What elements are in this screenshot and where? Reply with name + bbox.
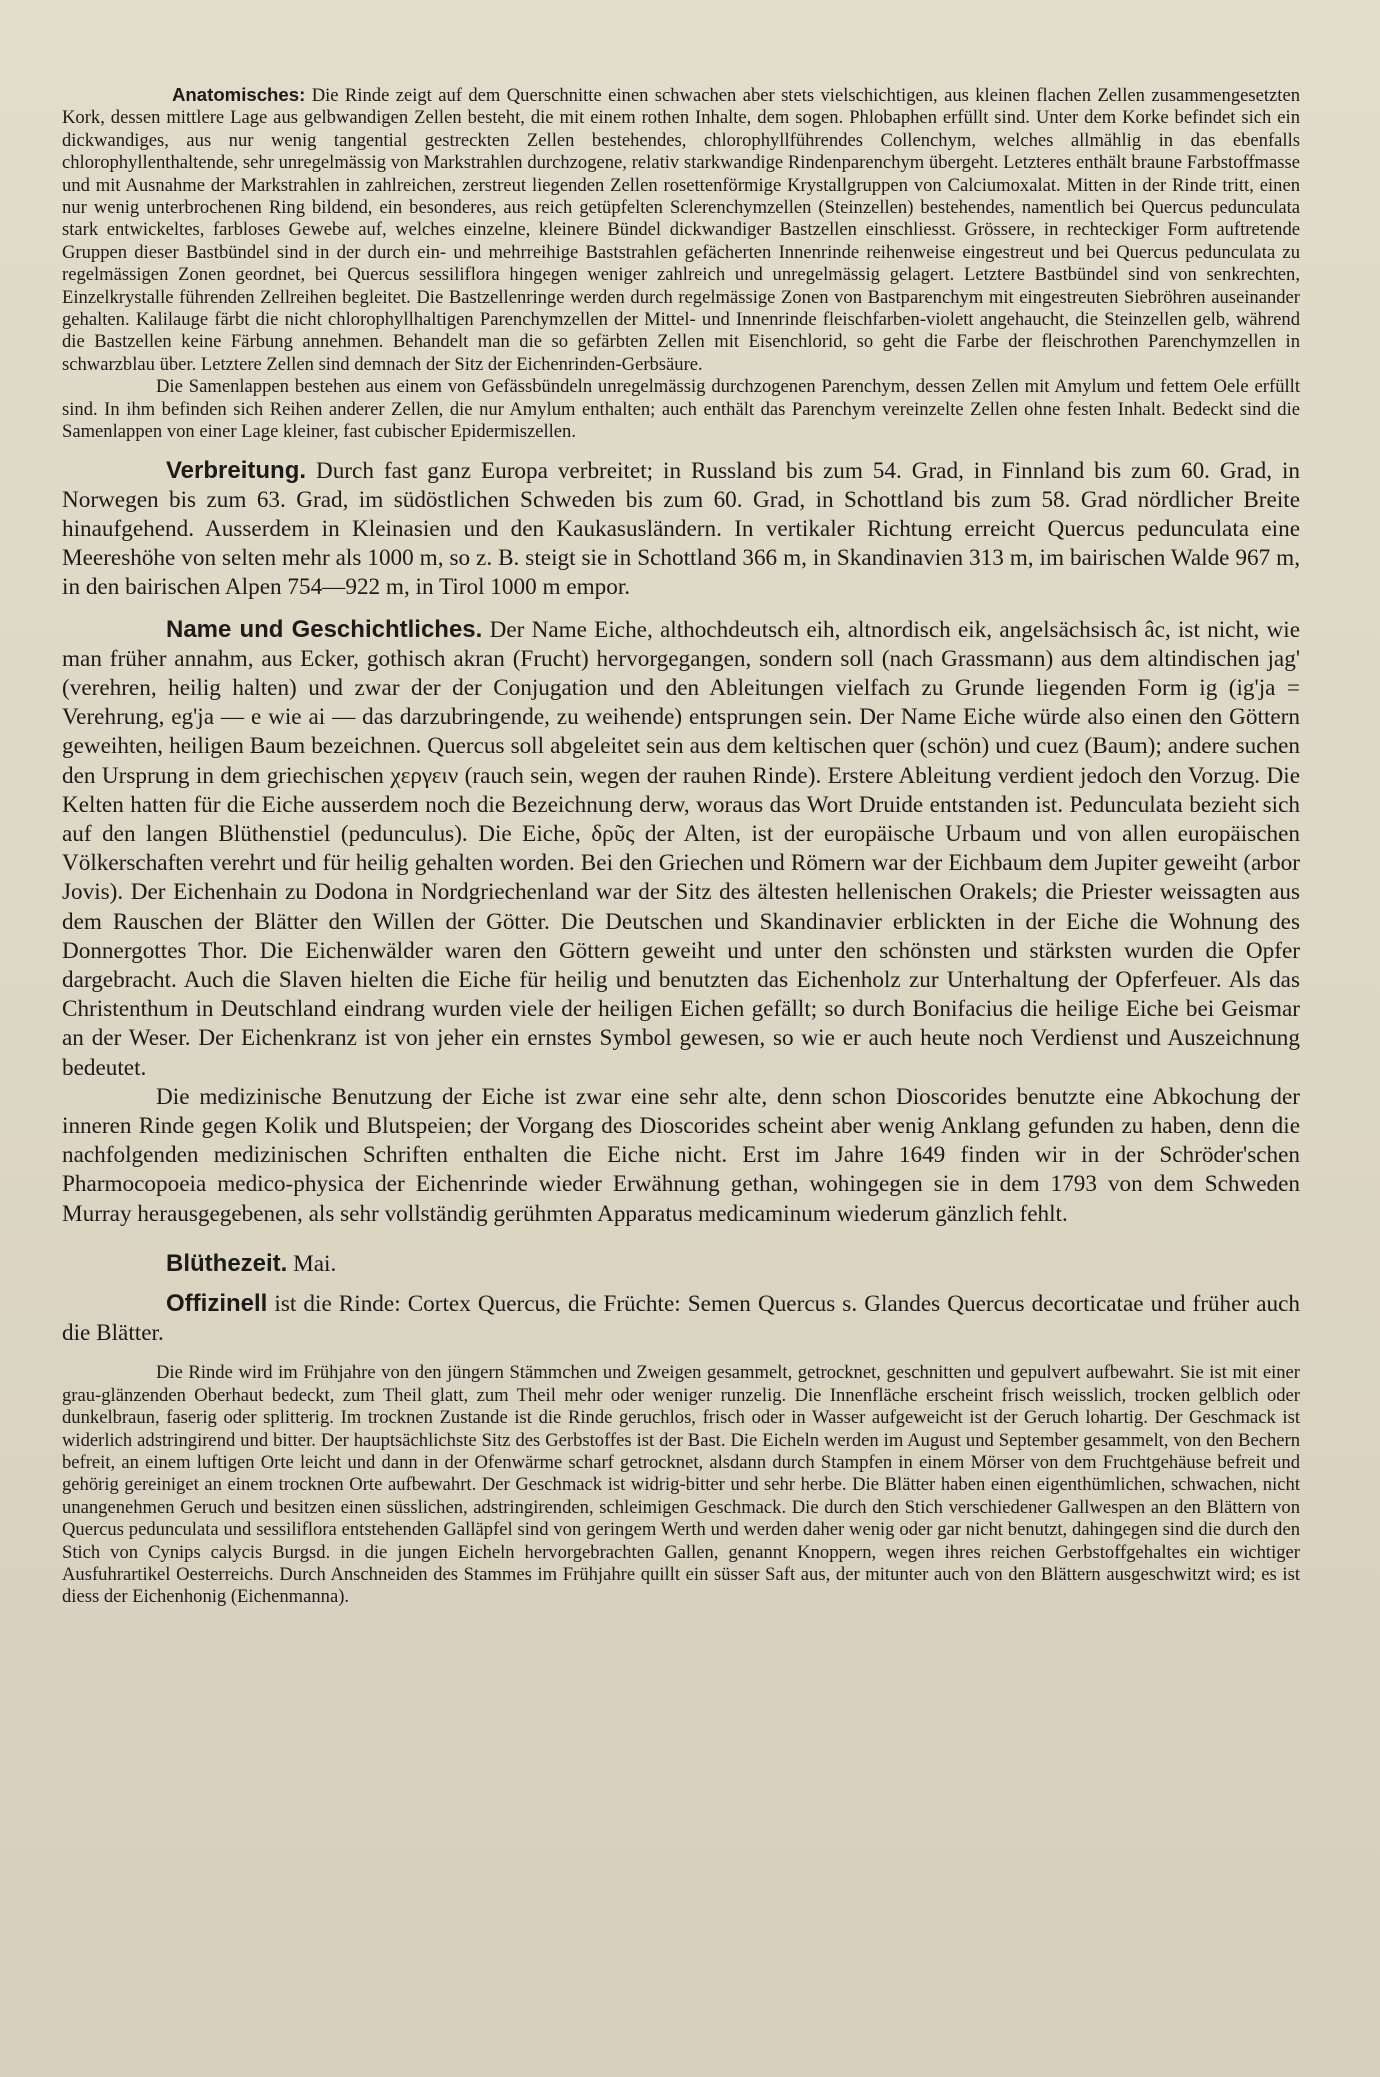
section-anatomisches [62, 84, 1300, 444]
offizinell-text: ist die Rinde: Cortex Quercus, die Früchte: Semen Quercus s. Glandes Quercus decorticatae und früher auch die Blätter. [62, 1290, 1300, 1347]
heading-anatomisches: Anatomisches: [172, 84, 306, 105]
heading-offizinell: Offizinell [166, 1289, 268, 1317]
anatomisches-paragraph-2: Die Samenlappen bestehen aus einem von Gefässbündeln unregelmässig durchzogenen Parenchym, dessen Zellen mit Amylum und fettem Oele erfüllt sind. In ihm befinden sich Reihen anderer Zellen, die nur Amylum enthalten; auch enthält das Parenchym vereinzelte Zellen ohne festen Inhalt. Bedeckt sind die Samenlappen von einer Lage kleiner, fast cubischer Epidermiszellen. [62, 376, 1300, 443]
section-offizinell [62, 1289, 1300, 1348]
section-offizinell-details [62, 1362, 1300, 1608]
anatomisches-paragraph-1: Die Rinde zeigt auf dem Querschnitte einen schwachen aber stets vielschichtigen, aus kleinen flachen Zellen zusammengesetzten Kork, dessen mittlere Lage aus gelbwandigen Zellen besteht, die mit einem rothen Inhalte, dem sogen. Phlobaphen erfüllt sind. Unter dem Korke befindet sich ein dickwandiges, aus nur wenig tangential gestreckten Zellen bestehendes, chlorophyllführendes Collenchym, welches allmählig in das ebenfalls chlorophyllenthaltende, sehr unregelmässig von Markstrahlen durchzogene, relativ starkwandige Rindenparenchym übergeht. Letzteres enthält braune Farbstoffmasse und mit Ausnahme der Markstrahlen in zahlreichen, zerstreut liegenden Zellen rosettenförmige Krystallgruppen von Calciumoxalat. Mitten in der Rinde tritt, einen nur wenig unterbrochenen Ring bildend, ein besonderes, aus reich getüpfelten Sclerenchymzellen (Steinzellen) bestehendes, namentlich bei Quercus pedunculata stark entwickeltes, farbloses Gewebe auf, welches einzelne, kleinere Bündel dickwandiger Bastzellen einschliesst. Grössere, in rechteckiger Form auftretende Gruppen dieser Bastbündel sind in der durch ein- und mehrreihige Baststrahlen gefächerten Innenrinde reihenweise eingestreut und bei Quercus pedunculata zu regelmässigen Zonen geordnet, bei Quercus sessiliflora hingegen weniger zahlreich und unregelmässig gelagert. Letztere Bastbündel sind von senkrechten, Einzelkrystalle führenden Zellreihen begleitet. Die Bastzellenringe werden durch regelmässige Zonen von Bastparenchym mit eingestreuten Siebröhren auseinander gehalten. Kalilauge färbt die nicht chlorophyllhaltigen Parenchymzellen der Mittel- und Innenrinde fleischfarben-violett angehaucht, die Steinzellen gelb, während die Bastzellen keine Färbung annehmen. Behandelt man die so gefärbten Zellen mit Eisenchlorid, so geht die Farbe der fleischrothen Parenchymzellen in schwarzblau über. Letztere Zellen sind demnach der Sitz der Eichenrinden-Gerbsäure. [62, 85, 1301, 375]
name-paragraph-2: Die medizinische Benutzung der Eiche ist zwar eine sehr alte, denn schon Dioscorides benutzte eine Abkochung der inneren Rinde gegen Kolik und Blutspeien; der Vorgang des Dioscorides scheint aber wenig Anklang gefunden zu haben, denn die nachfolgenden medizinischen Schriften enthalten die Eiche nicht. Erst im Jahre 1649 finden wir in der Schröder'schen Pharmocopoeia medico-physica der Eichenrinde wieder Erwähnung gethan, wohingegen sie in dem 1793 von dem Schweden Murray herausgegebenen, als sehr vollständig gerühmten Apparatus medicaminum wiederum gänzlich fehlt. [62, 1083, 1300, 1227]
bluethezeit-text: Mai. [293, 1250, 337, 1277]
name-paragraph-1: Der Name Eiche, althochdeutsch eih, altnordisch eik, angelsächsisch âc, ist nicht, wie man früher annahm, aus Ecker, gothisch akran (Frucht) hervorgegangen, sondern soll (nach Grassmann) aus dem altindischen jag' (verehren, heilig halten) und zwar der der Conjugation und den Ableitungen vielfach zu Grunde liegenden Form ig (ig'ja = Verehrung, eg'ja — e wie ai — das darzubringende, zu weihende) entsprungen sein. Der Name Eiche würde also einen den Göttern geweihten, heiligen Baum bezeichnen. Quercus soll abgeleitet sein aus dem keltischen quer (schön) und cuez (Baum); andere suchen den Ursprung in dem griechischen χεργειν (rauch sein, wegen der rauhen Rinde). Erstere Ableitung verdient jedoch den Vorzug. Die Kelten hatten für die Eiche ausserdem noch die Bezeichnung derw, woraus das Wort Druide entstanden ist. Pedunculata bezieht sich auf den langen Blüthenstiel (pedunculus). Die Eiche, δρῦς der Alten, ist der europäische Urbaum und von allen europäischen Völkerschaften verehrt und für heilig gehalten worden. Bei den Griechen und Römern war der Eichbaum dem Jupiter geweiht (arbor Jovis). Der Eichenhain zu Dodona in Nordgriechenland war der Sitz des ältesten hellenischen Orakels; die Priester weissagten aus dem Rauschen der Blätter den Willen der Götter. Die Deutschen und Skandinavier erblickten in der Eiche die Wohnung des Donnergottes Thor. Die Eichenwälder waren den Göttern geweiht und unter den schönsten und stärksten wurden die Opfer dargebracht. Auch die Slaven hielten die Eiche für heilig und benutzten das Eichenholz zur Unterhaltung der Opferfeuer. Als das Christenthum in Deutschland eindrang wurden viele der heiligen Eichen gefällt; so durch Bonifacius die heilige Eiche bei Geismar an der Weser. Der Eichenkranz ist von jeher ein ernstes Symbol gewesen, so wie er auch heute noch Verdienst und Auszeichnung bedeutet. [62, 616, 1301, 1081]
offizinell-paragraph-2: Die Rinde wird im Frühjahre von den jüngern Stämmchen und Zweigen gesammelt, getrocknet, geschnitten und gepulvert aufbewahrt. Sie ist mit einer grau-glänzenden Oberhaut bedeckt, zum Theil glatt, zum Theil mehr oder weniger runzelig. Die Innenfläche erscheint frisch weisslich, trocken gelblich oder dunkelbraun, faserig oder splitterig. Im trocknen Zustande ist die Rinde geruchlos, frisch oder in Wasser aufgeweicht ist der Geruch lohartig. Der Geschmack ist widerlich adstringirend und bitter. Der hauptsächlichste Sitz des Gerbstoffes ist der Bast. Die Eicheln werden im August und September gesammelt, von den Bechern befreit, an einem luftigen Orte leicht und dann in der Ofenwärme scharf getrocknet, alsdann durch Stampfen in einem Mörser von dem Fruchtgehäuse befreit und gehörig gereiniget an einem trocknen Orte aufbewahrt. Der Geschmack ist widrig-bitter und sehr herbe. Die Blätter haben einen eigenthümlichen, schwachen, nicht unangenehmen Geruch und besitzen einen süsslichen, adstringirenden, schleimigen Geschmack. Die durch den Stich verschiedener Gallwespen an den Blättern von Quercus pedunculata und sessiliflora entstehenden Galläpfel sind von geringem Werth und werden daher wenig oder gar nicht benutzt, dahingegen sind die durch den Stich von Cynips calycis Burgsd. in die jungen Eicheln hervorgebrachten Gallen, genannt Knoppern, wegen ihres reichen Gerbstoffgehaltes ein wichtiger Ausfuhrartikel Oesterreichs. Durch Anschneiden des Stammes im Frühjahre quillt ein süsser Saft aus, der mitunter auch von den Blättern ausgeschwitzt wird; es ist diess der Eichenhonig (Eichenmanna). [62, 1362, 1300, 1608]
heading-name-geschichtliches: Name und Geschichtliches. [166, 615, 483, 643]
section-bluethezeit [62, 1249, 1300, 1279]
section-name-geschichtliches [62, 615, 1300, 1229]
section-verbreitung [62, 456, 1300, 603]
heading-bluethezeit: Blüthezeit. [166, 1249, 288, 1277]
heading-verbreitung: Verbreitung. [166, 456, 307, 484]
verbreitung-text: Durch fast ganz Europa verbreitet; in Russland bis zum 54. Grad, in Finnland bis zum 60. Grad, in Norwegen bis zum 63. Grad, im südöstlichen Schweden bis zum 60. Grad, in Schottland bis zum 58. Grad nördlicher Breite hinaufgehend. Ausserdem in Kleinasien und den Kaukasusländern. In vertikaler Richtung erreicht Quercus pedunculata eine Meereshöhe von selten mehr als 1000 m, so z. B. steigt sie in Schottland 366 m, in Skandinavien 313 m, im bairischen Walde 967 m, in den bairischen Alpen 754—922 m, in Tirol 1000 m empor. [62, 457, 1301, 601]
